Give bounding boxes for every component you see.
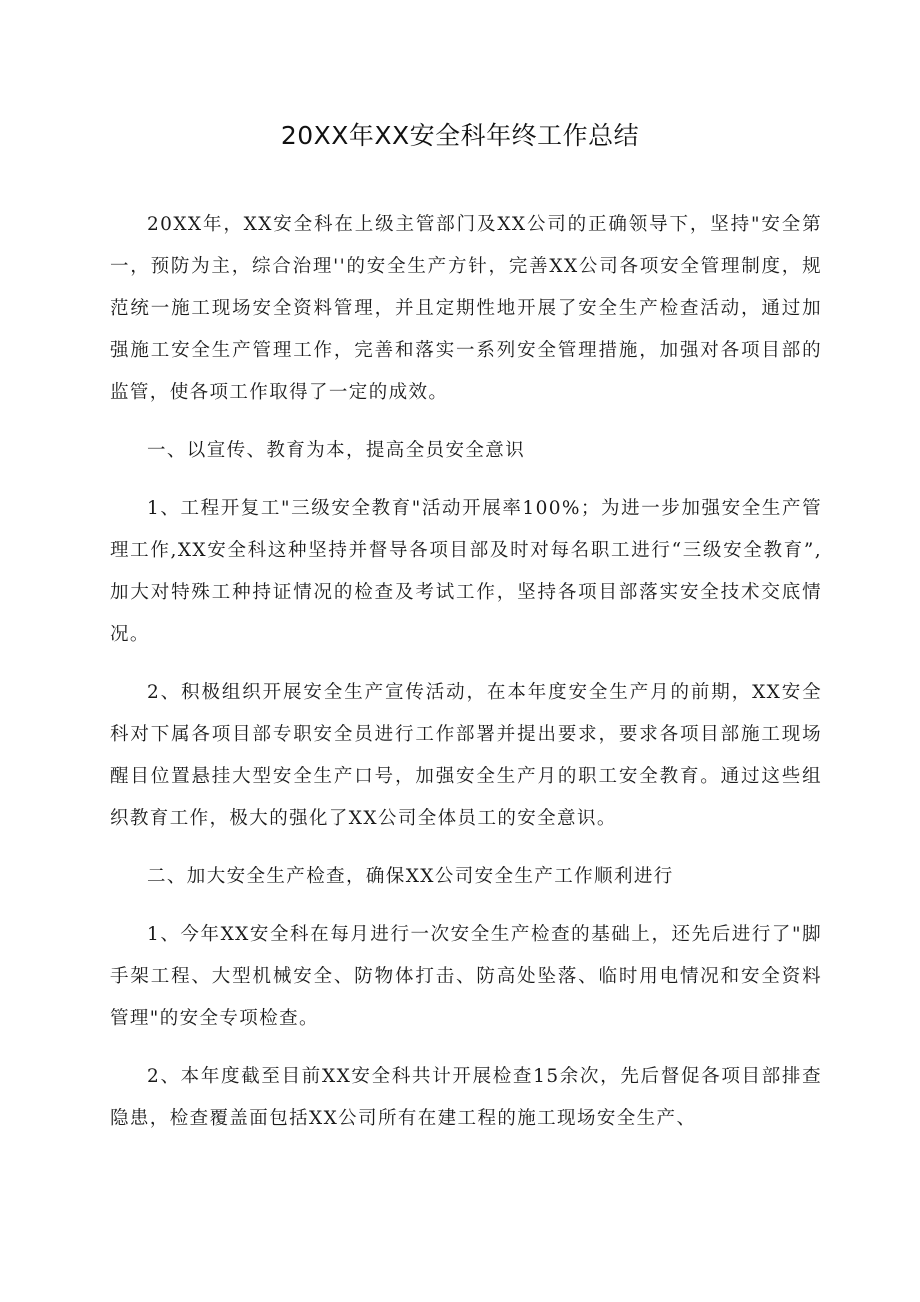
section-1-item-2: 2、积极组织开展安全生产宣传活动，在本年度安全生产月的前期，XX安全科对下属各项目部专职安全员进行工作部署并提出要求，要求各项目部施工现场醒目位置悬挂大型安全生产口号，加强安全生产月的职工安全教育。通过这些组织教育工作，极大的强化了XX公司全体员工的安全意识。 [110,682,822,829]
document-title: 20XX年XX安全科年终工作总结 [280,121,640,150]
document-body [110,204,822,1156]
section-2-item-1: 1、今年XX安全科在每月进行一次安全生产检查的基础上，还先后进行了"脚手架工程、大型机械安全、防物体打击、防高处坠落、临时用电情况和安全资料管理"的安全专项检查。 [110,924,822,1029]
section-2-item-2: 2、本年度截至目前XX安全科共计开展检查15余次，先后督促各项目部排查隐患，检查覆盖面包括XX公司所有在建工程的施工现场安全生产、 [110,1066,822,1129]
section-1-item-1: 1、工程开复工"三级安全教育"活动开展率100%；为进一步加强安全生产管理工作,XX安全科这种坚持并督导各项目部及时对每名职工进行“三级安全教育”,加大对特殊工种持证情况的检查及考试工作，坚持各项目部落实安全技术交底情况。 [110,498,822,645]
section-heading-2: 二、加大安全生产检查，确保XX公司安全生产工作顺利进行 [147,866,674,887]
intro-paragraph: 20XX年，XX安全科在上级主管部门及XX公司的正确领导下，坚持"安全第一，预防为主，综合治理''的安全生产方针，完善XX公司各项安全管理制度，规范统一施工现场安全资料管理，并且定期性地开展了安全生产检查活动，通过加强施工安全生产管理工作，完善和落实一系列安全管理措施，加强对各项目部的监管，使各项工作取得了一定的成效。 [110,214,822,403]
section-heading-1: 一、以宣传、教育为本，提高全员安全意识 [147,440,526,461]
